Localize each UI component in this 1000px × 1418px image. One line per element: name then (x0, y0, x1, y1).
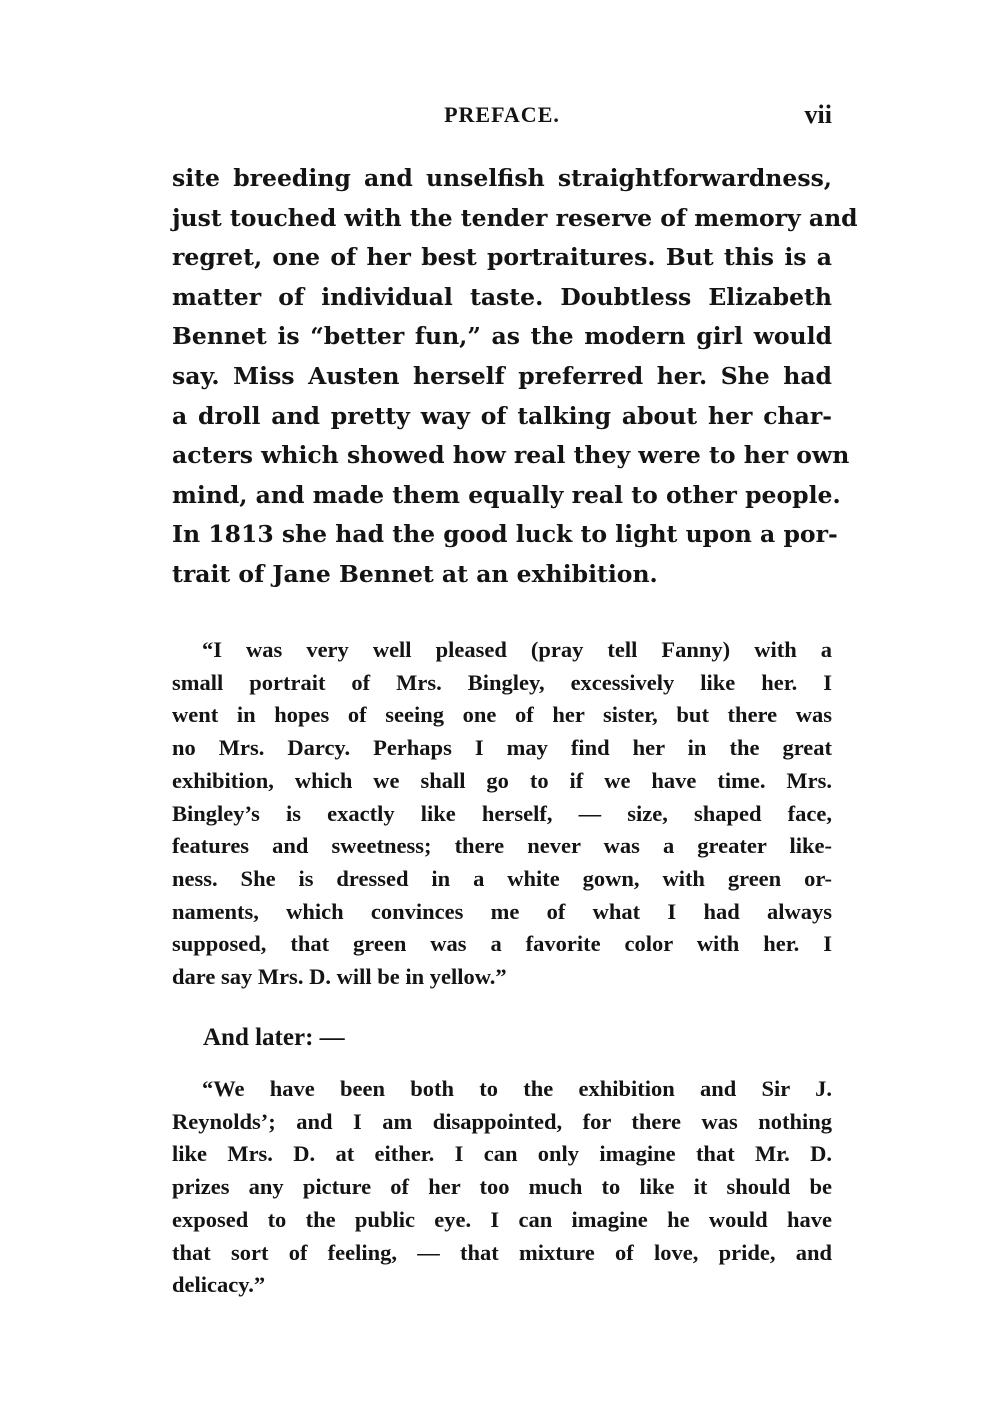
quote-line: Reynolds’; and I am disappointed, for there was nothing (172, 1108, 832, 1134)
block-quote-letter-1 (172, 634, 832, 994)
quote-line: that sort of feeling, — that mixture of love, pride, and (172, 1239, 832, 1265)
quote-line: features and sweetness; there never was a greater like- (172, 833, 832, 859)
running-head (172, 102, 832, 132)
quote-line: “I was very well pleased (pray tell Fanny) with a (202, 637, 832, 662)
quote-line: Bingley’s is exactly like herself, — size, shaped face, (172, 800, 832, 826)
quote-line: “We have been both to the exhibition and Sir J. (202, 1076, 832, 1101)
body-paragraph (172, 159, 858, 595)
quote-line: no Mrs. Darcy. Perhaps I may find her in the great (172, 735, 832, 761)
text-line: site breeding and unselfish straightforwardness, (172, 164, 832, 192)
text-line: trait of Jane Bennet at an exhibition. (172, 559, 658, 588)
text-line: matter of individual taste. Doubtless Elizabeth (172, 282, 832, 311)
page-number: vii (804, 100, 832, 129)
text-line: acters which showed how real they were to her own (172, 441, 850, 470)
quote-line: naments, which convinces me of what I had always (172, 898, 832, 924)
text-line: regret, one of her best portraitures. But this is a (172, 243, 832, 272)
block-quote-letter-2 (172, 1073, 832, 1302)
quote-line: supposed, that green was a favorite color with her. I (172, 931, 832, 957)
quote-line: exposed to the public eye. I can imagine he would have (172, 1206, 832, 1232)
quote-line: ness. She is dressed in a white gown, with green or- (172, 865, 832, 891)
text-line: In 1813 she had the good luck to light upon a por- (172, 520, 838, 549)
text-line: a droll and pretty way of talking about her char- (172, 401, 832, 430)
quote-line: dare say Mrs. D. will be in yellow.” (172, 964, 507, 990)
running-title: PREFACE. (444, 102, 560, 127)
text-line: mind, and made them equally real to other people. (172, 480, 841, 509)
quote-line: prizes any picture of her too much to like it should be (172, 1174, 832, 1200)
transition-text: And later: — (203, 1024, 345, 1051)
quote-line: small portrait of Mrs. Bingley, excessively like her. I (172, 669, 832, 695)
quote-line: like Mrs. D. at either. I can only imagine that Mr. D. (172, 1141, 832, 1167)
quote-line: delicacy.” (172, 1272, 266, 1298)
quote-line: went in hopes of seeing one of her sister, but there was (172, 702, 832, 728)
quote-line: exhibition, which we shall go to if we have time. Mrs. (172, 767, 832, 793)
text-line: say. Miss Austen herself preferred her. She had (172, 361, 832, 390)
text-line: Bennet is “better fun,” as the modern girl would (172, 322, 832, 351)
text-line: just touched with the tender reserve of memory and (172, 203, 858, 232)
